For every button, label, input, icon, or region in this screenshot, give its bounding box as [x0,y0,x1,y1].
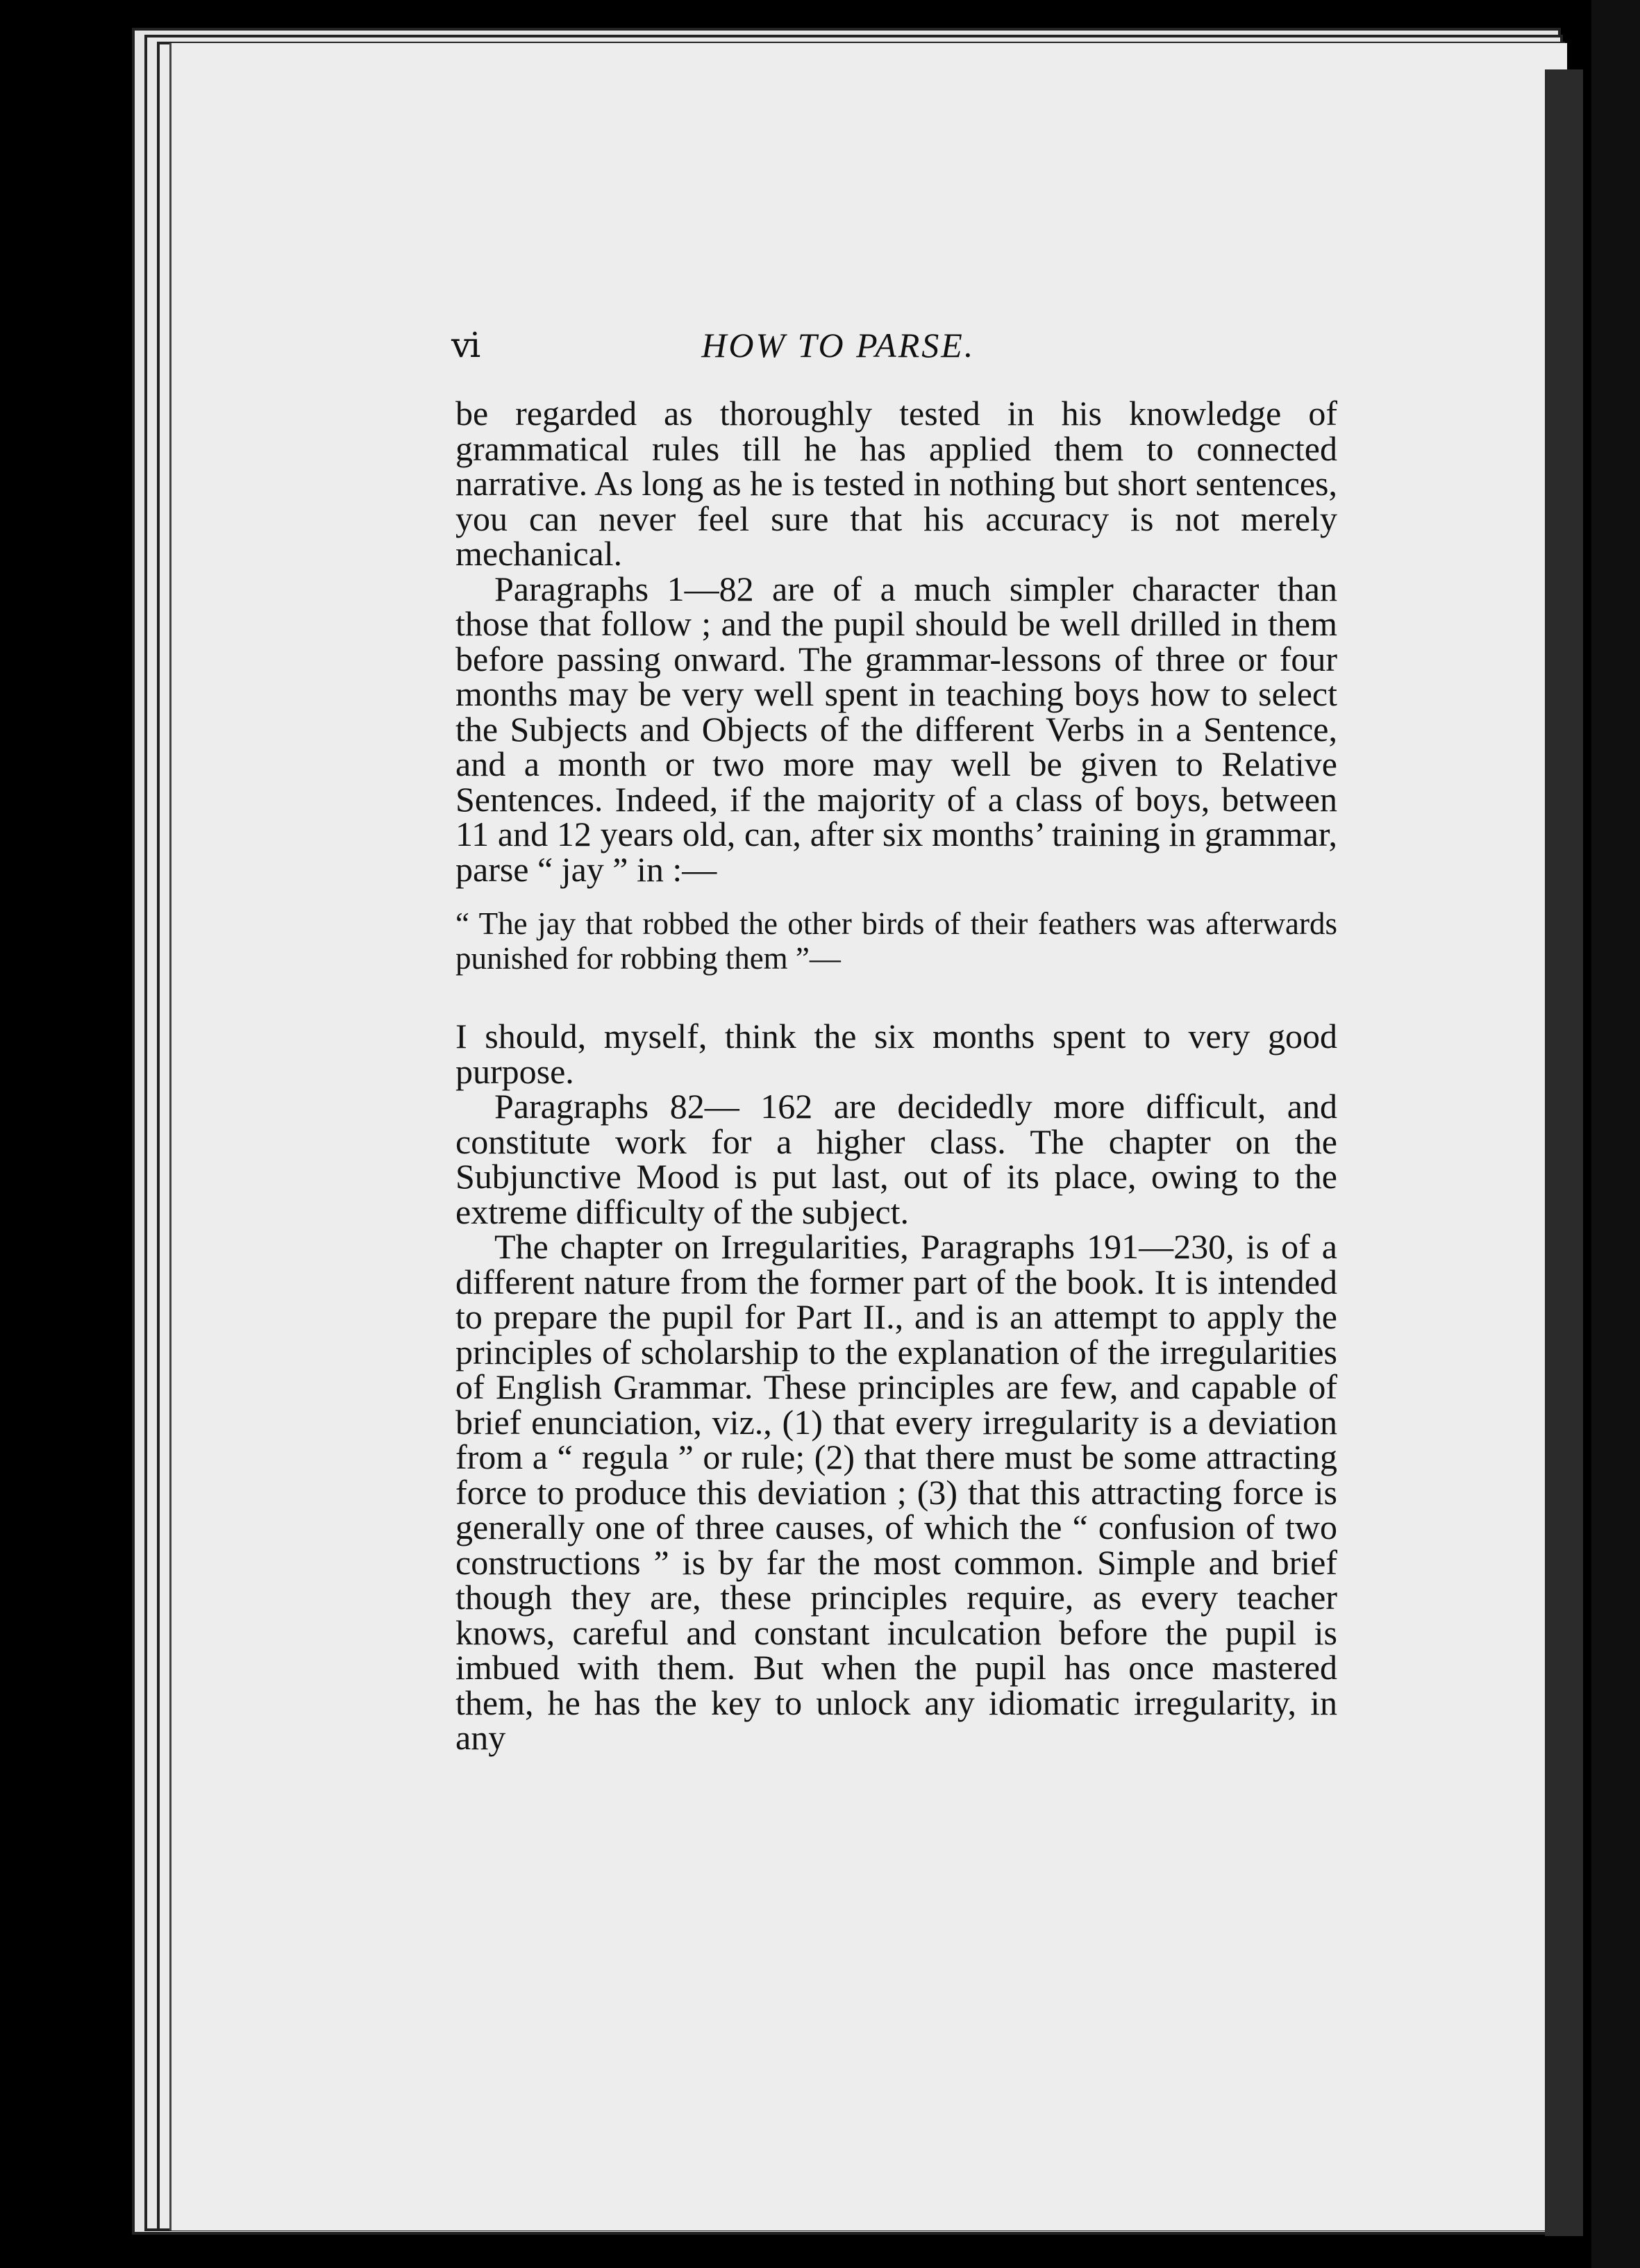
paragraph-continued: be regarded as thoroughly tested in his knowledge of grammatical rules till he has applied them to connected narrative. As long as he is tested in nothing but short sentences, you can never feel sure that his accuracy is not merely mechanical. [455,394,1337,573]
paragraph: I should, myself, think the six months spent to very good purpose. [455,1017,1337,1091]
running-head [451,325,1326,374]
block-quote: “ The jay that robbed the other birds of their feathers was afterwards punished for robbing them ”— [455,906,1337,976]
scan-dark-margin [1591,0,1640,2268]
page-number: vi [451,325,480,365]
paragraph: Paragraphs 1—82 are of a much simpler character than those that follow ; and the pupil should be well drilled in them before passing onward. The grammar-lessons of three or four months may be very well spent in teaching boys how to select the Subjects and Objects of the different Verbs in a Sentence, and a month or two more may well be given to Relative Sentences. Indeed, if the majority of a class of boys, between 11 and 12 years old, can, after six months’ training in grammar, parse “ jay ” in :— [455,569,1337,889]
page-body [455,396,1337,1756]
book-spine-shadow [1545,69,1583,2236]
paragraph: Paragraphs 82— 162 are decidedly more difficult, and constitute work for a higher class. The chapter on the Subjunctive Mood is put last, out of its place, owing to the extreme difficulty of the subject. [455,1087,1337,1231]
paragraph: The chapter on Irregularities, Paragraphs 191—230, is of a different nature from the former part of the book. It is intended to prepare the pupil for Part II., and is an attempt to apply the principles of scholarship to the explanation of the irregularities of English Grammar. These principles are few, and capable of brief enunciation, viz., (1) that every irregularity is a deviation from a “ regula ” or rule; (2) that there must be some attracting force to produce this deviation ; (3) that this attracting force is generally one of three causes, of which the “ confusion of two constructions ” is by far the most common. Simple and brief though they are, these principles require, as every teacher knows, careful and constant inculcation before the pupil is imbued with them. But when the pupil has once mastered them, he has the key to unlock any idiomatic irregularity, in any [455,1227,1337,1757]
running-title: HOW TO PARSE. [701,326,976,365]
